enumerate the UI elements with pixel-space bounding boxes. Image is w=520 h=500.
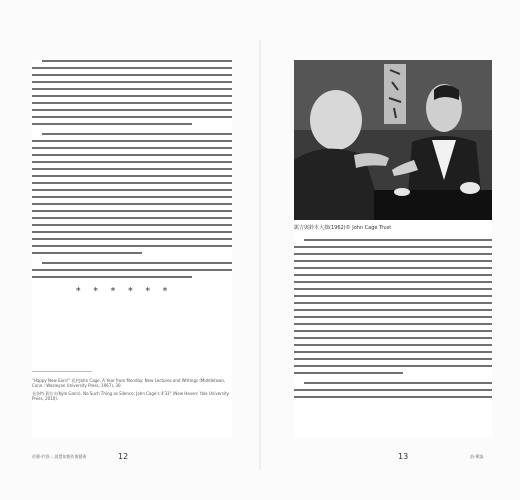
- left-page-number: 12: [118, 452, 129, 461]
- footnote-1-text: "Happy New Ears!" 見於John Cage, A Year from Monday: New Lectures and Writings (Middletown, Conn.: Wesleyan University Press, 1967), 30.: [32, 378, 226, 388]
- footnote-1: [32, 378, 232, 388]
- footnote-2-text: 見奈特·葛拉夫(Kyle Gann), No Such Thing as Silence: John Cage's 4'33" (New Haven: Yale University Press, 2010).: [32, 391, 230, 401]
- right-footer: 前·禪論: [470, 454, 484, 459]
- right-page-body-text: [294, 239, 492, 398]
- section-break-ornament: * * * * * *: [76, 287, 173, 297]
- left-page-body-text: [32, 60, 232, 278]
- left-footer: 於靜·於寫·…從覺知創作與藝術: [32, 454, 87, 459]
- right-page-number: 13: [398, 452, 409, 461]
- footnote-rule: [32, 371, 92, 372]
- photo-caption: 凱吉與鈴木大拙(1962)© John Cage Trust: [294, 225, 392, 231]
- cage-suzuki-photo: [294, 60, 492, 220]
- right-page: [294, 60, 492, 438]
- photo-illustration: [294, 60, 492, 220]
- footnote-2: [32, 391, 232, 401]
- left-page: [32, 60, 232, 438]
- book-gutter: [259, 40, 261, 470]
